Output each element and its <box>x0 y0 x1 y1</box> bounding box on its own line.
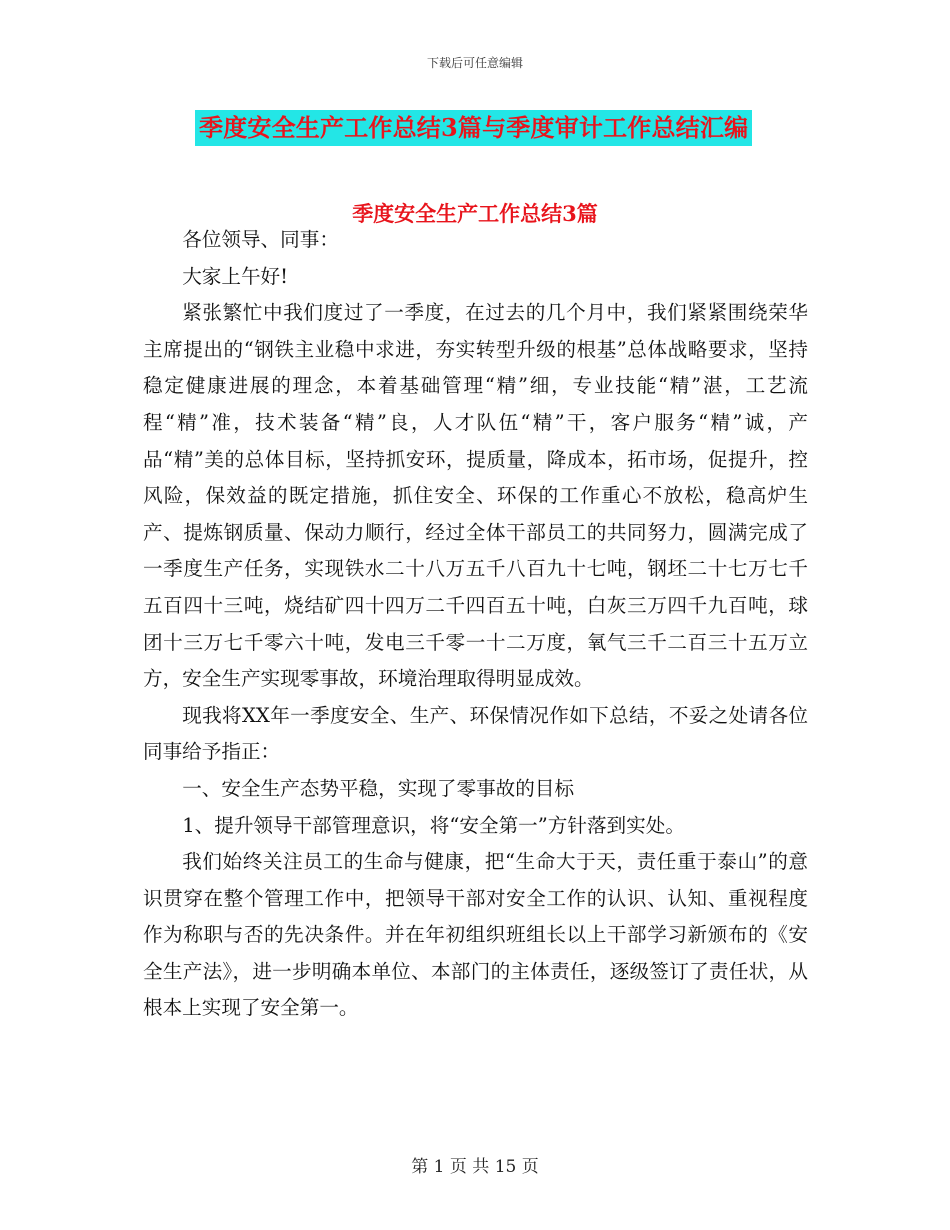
paragraph-greeting: 各位领导、同事： <box>182 228 339 251</box>
paragraph-salutation: 大家上午好! <box>182 264 289 288</box>
paragraph-overview: 紧张繁忙中我们度过了一季度，在过去的几个月中，我们紧紧围绕荣华主席提出的“钢铁主业稳中求进，夯实转型升级的根基”总体战略要求，坚持稳定健康进展的理念，本着基础管理“精”细，专业技能“精”湛，工艺流程“精”准，技术装备“精”良，人才队伍“精”干，客户服务“精”诚，产品“精”美的总体目标，坚持抓安环，提质量，降成本，拓市场，促提升，控风险，保效益的既定措施，抓住安全、环保的工作重心不放松，稳高炉生产、提炼钢质量、保动力顺行，经过全体干部员工的共同努力，圆满完成了一季度生产任务，实现铁水二十八万五千八百九十七吨，钢坯二十七万七千五百四十三吨，烧结矿四十四万二千四百五十吨，白灰三万四千九百吨，球团十三万七千零六十吨，发电三千零一十二万度，氧气三千二百三十五万立方，安全生产实现零事故，环境治理取得明显成效。 <box>143 301 808 691</box>
paragraph-body: 我们始终关注员工的生命与健康，把“生命大于天，责任重于泰山”的意识贯穿在整个管理工作中，把领导干部对安全工作的认识、认知、重视程度作为称职与否的先决条件。并在年初组织班组长以上干部学习新颁布的《安全生产法》，进一步明确本单位、本部门的主体责任，逐级签订了责任状，从根本上实现了安全第一。 <box>143 850 808 1020</box>
paragraph-intro: 现我将XX年一季度安全、生产、环保情况作如下总结，不妥之处请各位同事给予指正： <box>143 703 808 764</box>
document-body <box>143 222 808 1027</box>
header-note: 下载后可任意编辑 <box>426 56 523 70</box>
document-main-title: 季度安全生产工作总结3篇与季度审计工作总结汇编 <box>195 110 752 146</box>
page-number-footer: 第 1 页 共 15 页 <box>411 1157 539 1177</box>
section-title: 季度安全生产工作总结3篇 <box>352 201 598 226</box>
subsection-heading-1: 1、提升领导干部管理意识，将“安全第一”方针落到实处。 <box>182 813 685 837</box>
section-heading-1: 一、安全生产态势平稳，实现了零事故的目标 <box>182 776 575 800</box>
